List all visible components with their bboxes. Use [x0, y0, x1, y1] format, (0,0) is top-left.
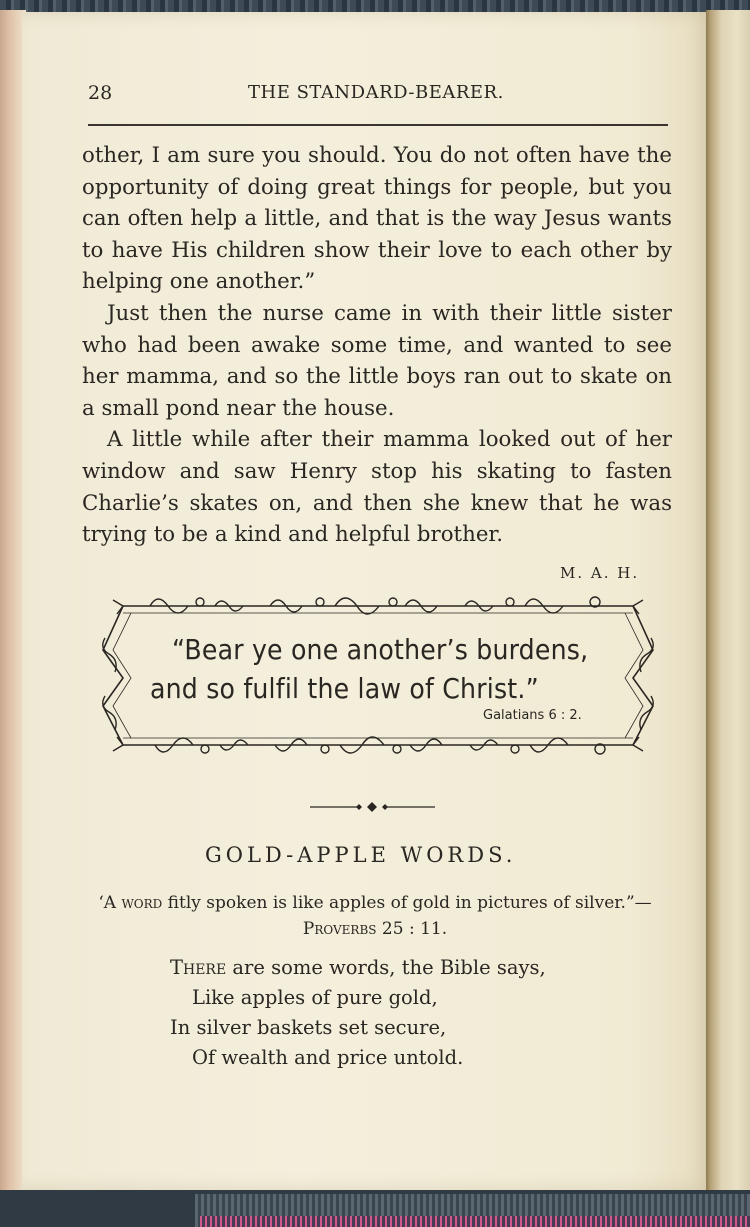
poem [170, 953, 546, 1073]
author-initials: M. A. H. [560, 564, 640, 582]
paragraph: A little while after their mamma looked out of her window and saw Henry stop his skating to fasten Charlie’s skates on, and then she knew that he was trying to be a kind and helpful brother. [82, 427, 672, 548]
book-cover-edge [200, 1216, 750, 1227]
paragraph: Just then the nurse came in with their little sister who had been awake some time, and wanted to see her mamma, and so the little boys ran out to skate on a small pond near the house. [82, 300, 672, 421]
running-head [88, 82, 668, 112]
section-divider-icon [310, 800, 435, 814]
epigraph-reference: 25 : 11. [376, 919, 448, 939]
page-number: 28 [88, 82, 113, 104]
poem-line: In silver baskets set secure, [170, 1016, 447, 1039]
poem-line: Of wealth and price untold. [192, 1046, 464, 1069]
book-gutter [706, 10, 750, 1192]
poem-line-text: are some words, the Bible says, [226, 956, 546, 979]
poem-first-word: There [170, 956, 227, 979]
quote-reference: Galatians 6 : 2. [483, 708, 582, 723]
poem-line [170, 953, 546, 983]
epigraph-lead-word: A word [103, 893, 163, 913]
section-title: GOLD-APPLE WORDS. [205, 843, 517, 867]
header-rule [88, 124, 668, 126]
epigraph [85, 890, 665, 942]
story-body [82, 140, 672, 551]
quote-line: “Bear ye one another’s burdens, [172, 633, 589, 666]
quote-line: and so fulfil the law of Christ.” [150, 672, 539, 705]
epigraph-open-quote: ‘ [98, 893, 104, 913]
epigraph-source: Proverbs [302, 919, 377, 939]
poem-line: Like apples of pure gold, [192, 986, 438, 1009]
book-title: THE STANDARD-BEARER. [248, 82, 504, 103]
scan-bottom-edge [0, 1190, 750, 1227]
epigraph-text: fitly spoken is like apples of gold in pictures of silver.”— [162, 893, 652, 913]
paragraph: other, I am sure you should. You do not often have the opportunity of doing great things for people, but you can often help a little, and that is the way Jesus wants to have His children show their love to each other by helping one another.” [82, 143, 672, 295]
